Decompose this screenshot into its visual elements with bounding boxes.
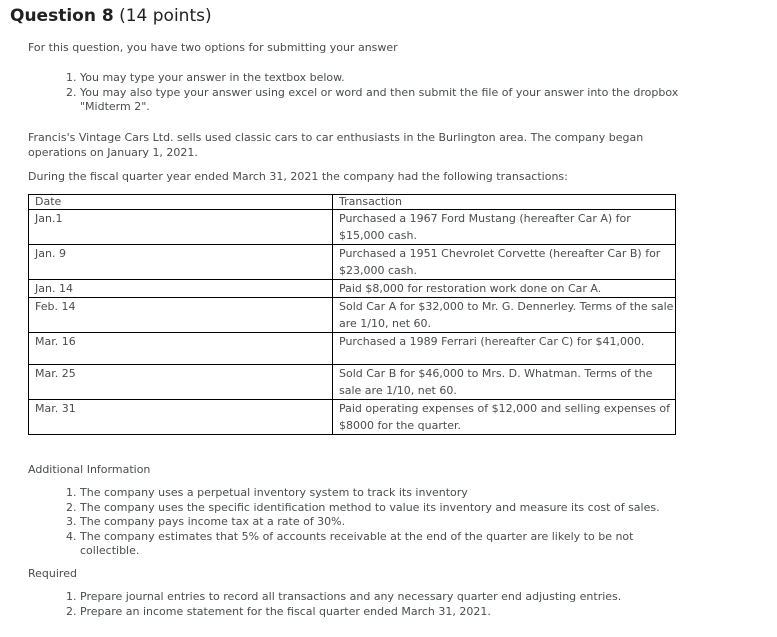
question-title — [10, 6, 212, 26]
header-date: Date — [29, 195, 333, 210]
row-date: Jan. 14 — [29, 280, 333, 298]
row-date: Mar. 16 — [29, 333, 333, 365]
question-number: Question 8 — [10, 6, 114, 26]
question-points: (14 points) — [119, 6, 212, 26]
row-transaction: Purchased a 1951 Chevrolet Corvette (hereafter Car B) for $23,000 cash. — [333, 245, 676, 280]
quarter-intro-text: During the fiscal quarter year ended March 31, 2021 the company had the following transactions: — [28, 170, 568, 183]
required-item: 2. Prepare an income statement for the fiscal quarter ended March 31, 2021. — [80, 605, 720, 620]
scenario-text: Francis's Vintage Cars Ltd. sells used classic cars to car enthusiasts in the Burlington area. The company began operations on January 1, 2021. — [28, 131, 644, 159]
header-transaction: Transaction — [333, 195, 676, 210]
intro-text: For this question, you have two options for submitting your answer — [28, 41, 398, 54]
table-row — [29, 210, 676, 245]
additional-info-list — [64, 486, 690, 559]
row-transaction: Sold Car A for $32,000 to Mr. G. Dennerley. Terms of the sale are 1/10, net 60. — [333, 298, 676, 333]
additional-item: 3. The company pays income tax at a rate of 30%. — [80, 515, 690, 530]
transactions-table — [28, 194, 676, 435]
additional-item: 4. The company estimates that 5% of accounts receivable at the end of the quarter are likely to be not collectible. — [80, 530, 690, 559]
required-item: 1. Prepare journal entries to record all transactions and any necessary quarter end adjusting entries. — [80, 590, 720, 605]
row-date: Mar. 25 — [29, 365, 333, 400]
table-row — [29, 365, 676, 400]
row-date: Feb. 14 — [29, 298, 333, 333]
additional-item: 1. The company uses a perpetual inventory system to track its inventory — [80, 486, 690, 501]
required-heading: Required — [28, 567, 77, 580]
row-date: Mar. 31 — [29, 400, 333, 435]
table-row — [29, 400, 676, 435]
additional-item: 2. The company uses the specific identification method to value its inventory and measure its cost of sales. — [80, 501, 690, 516]
option-item: 2. You may also type your answer using excel or word and then submit the file of your answer into the dropbox "Midterm 2". — [80, 86, 700, 115]
table-header-row — [29, 195, 676, 210]
table-row — [29, 280, 676, 298]
row-date: Jan.1 — [29, 210, 333, 245]
row-transaction: Paid $8,000 for restoration work done on Car A. — [333, 280, 676, 298]
row-transaction: Paid operating expenses of $12,000 and selling expenses of $8000 for the quarter. — [333, 400, 676, 435]
submission-options — [64, 71, 700, 115]
table-row — [29, 245, 676, 280]
row-transaction: Purchased a 1989 Ferrari (hereafter Car C) for $41,000. — [333, 333, 676, 365]
required-list — [64, 590, 720, 619]
row-transaction: Sold Car B for $46,000 to Mrs. D. Whatman. Terms of the sale are 1/10, net 60. — [333, 365, 676, 400]
table-row — [29, 333, 676, 365]
option-item: 1. You may type your answer in the textbox below. — [80, 71, 700, 86]
row-transaction: Purchased a 1967 Ford Mustang (hereafter Car A) for $15,000 cash. — [333, 210, 676, 245]
row-date: Jan. 9 — [29, 245, 333, 280]
table-row — [29, 298, 676, 333]
additional-info-heading: Additional Information — [28, 463, 151, 476]
